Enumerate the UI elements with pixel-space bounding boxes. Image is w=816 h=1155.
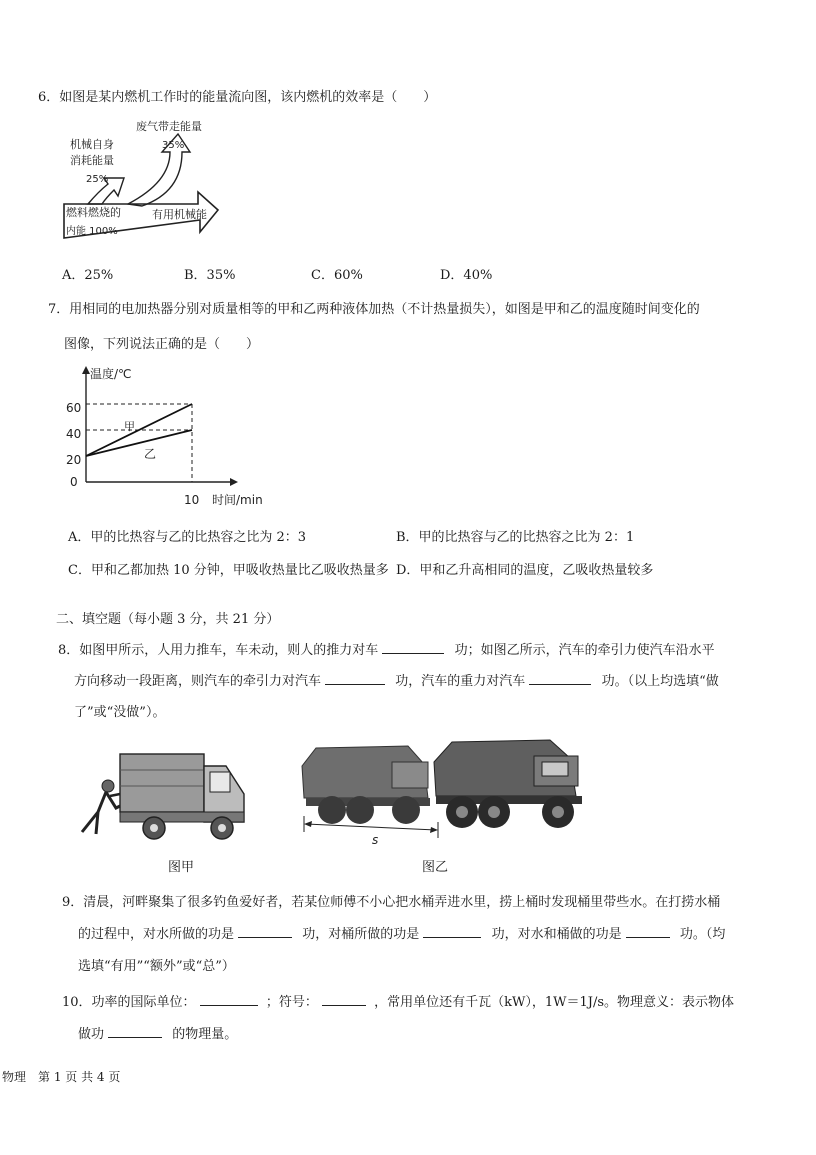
label-fuel-1: 燃料燃烧的 [66,206,121,219]
q7-option-a[interactable]: A．甲的比热容与乙的比热容之比为 2：3 [68,530,307,545]
label-useful: 有用机械能 [152,208,207,221]
q9-blank-1[interactable] [238,925,292,938]
q8-text-2a: 方向移动一段距离，则汽车的牵引力对汽车 [74,674,322,689]
q6-option-c[interactable]: C．60% [311,268,363,283]
temperature-time-graph [56,364,276,510]
q7-option-b[interactable]: B．甲的比热容与乙的比热容之比为 2：1 [396,530,635,545]
q8-blank-2[interactable] [325,672,385,685]
q7-option-d[interactable]: D．甲和乙升高相同的温度，乙吸收热量较多 [396,563,654,578]
figure-jia [76,750,252,842]
moving-truck-illustration [296,736,592,846]
figure-yi [296,736,592,846]
q10-text-2a: 做功 [78,1027,105,1042]
q8-line2 [74,670,719,689]
q9-line3: 选填“有用”“额外”或“总”） [78,959,235,974]
y-tick-20: 20 [66,453,82,467]
q6-option-d[interactable]: D．40% [440,268,493,283]
q10-line2 [78,1023,237,1042]
q8-text-2c: 功。（以上均选填“做 [601,674,719,689]
label-fuel-2: 内能 100% [66,226,118,237]
q10-line1 [62,991,734,1010]
label-mech-self-pct: 25% [86,174,109,185]
q9-blank-3[interactable] [626,925,670,938]
q10-blank-2[interactable] [322,993,366,1006]
q8-blank-3[interactable] [529,672,591,685]
series-label-yi: 乙 [144,447,157,461]
temperature-graph-svg [56,364,276,510]
figure-yi-caption: 图乙 [422,860,449,875]
label-mech-self-1: 机械自身 [70,138,114,151]
q7-stem-line1: 7．用相同的电加热器分别对质量相等的甲和乙两种液体加热（不计热量损失），如图是甲和乙的温度随时间变化的 [48,302,700,317]
label-exhaust: 废气带走能量 [136,120,202,133]
label-exhaust-pct: 35% [162,140,185,151]
q10-text-2b: 的物理量。 [172,1027,238,1042]
q9-text-2d: 功。（均 [679,927,726,942]
page-footer: 物理 第 1 页 共 4 页 [2,1070,121,1084]
q10-blank-1[interactable] [200,993,258,1006]
q6-stem: 6．如图是某内燃机工作时的能量流向图，该内燃机的效率是（ ） [38,90,437,105]
q9-line2 [78,923,725,942]
y-tick-40: 40 [66,427,82,441]
q10-blank-3[interactable] [108,1025,162,1038]
x-tick-10: 10 [184,493,200,507]
q9-text-2a: 的过程中，对水所做的功是 [78,927,235,942]
y-tick-60: 60 [66,401,82,415]
q9-blank-2[interactable] [423,925,481,938]
q6-option-a[interactable]: A．25% [62,268,114,283]
series-label-jia: 甲 [124,420,135,433]
series-line-yi [86,430,192,456]
q6-option-b[interactable]: B．35% [184,268,236,283]
q9-line1: 9．清晨，河畔聚集了很多钓鱼爱好者，若某位师傅不小心把水桶弄进水里，捞上桶时发现桶里带些水。在打捞水桶 [62,895,721,910]
plot-marks [86,404,192,482]
q8-text-1b: 功；如图乙所示，汽车的牵引力使汽车沿水平 [454,643,715,658]
y-axis-arrow [82,366,90,374]
q8-text-1a: 8．如图甲所示，人用力推车，车未动，则人的推力对车 [58,643,379,658]
q8-text-2b: 功，汽车的重力对汽车 [395,674,526,689]
y-axis-label: 温度/℃ [90,367,132,381]
distance-label-s: s [372,833,379,846]
x-axis-arrow [230,478,238,486]
energy-flow-diagram [58,112,228,244]
label-mech-self-2: 消耗能量 [70,154,114,167]
q8-line1 [58,639,715,658]
q7-option-c[interactable]: C．甲和乙都加热 10 分钟，甲吸收热量比乙吸收热量多 [68,563,389,578]
q10-text-1b: ；符号： [265,995,318,1010]
x-axis-label: 时间/min [212,493,263,507]
figure-jia-caption: 图甲 [168,860,195,875]
q8-line3: 了”或“没做”）。 [74,705,166,720]
q7-stem-line2: 图像，下列说法正确的是（ ） [64,337,260,352]
q8-blank-1[interactable] [382,641,444,654]
q10-text-1c: ，常用单位还有千瓦（kW），1W＝1J/s。物理意义：表示物体 [374,995,735,1010]
energy-flow-figure [58,112,228,244]
truck-push-illustration [76,750,252,842]
q9-text-2b: 功，对桶所做的功是 [302,927,420,942]
y-tick-0: 0 [70,475,78,489]
q9-text-2c: 功，对水和桶做的功是 [491,927,622,942]
section-title: 二、填空题（每小题 3 分，共 21 分） [56,612,280,627]
q10-text-1a: 10．功率的国际单位： [62,995,196,1010]
